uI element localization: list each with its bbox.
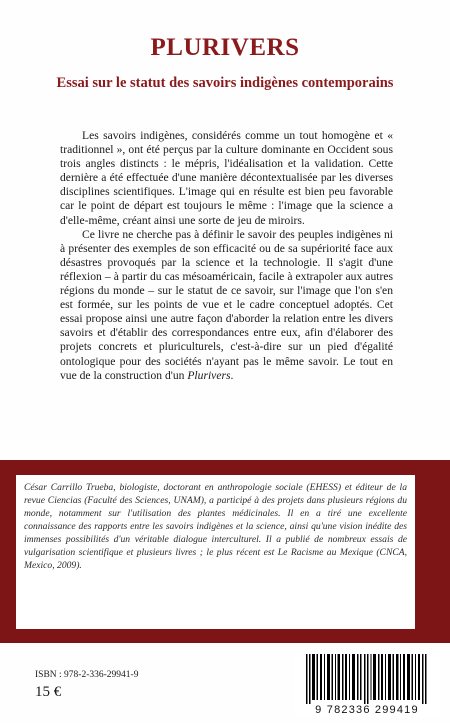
barcode-number: 9 782336 299419 (315, 704, 419, 716)
barcode (294, 654, 440, 718)
isbn-label: ISBN : 978-2-336-29941-9 (35, 670, 139, 680)
blurb-paragraph-1: Les savoirs indigènes, considérés comme un tout homogène et « traditionnel », ont été perçus par la culture dominante en Occident sous trois angles distincts : le mépris, l'idéalisation et la validation. Cette dernière a été effectuée d'une manière décontextualisée par les diverses disciplines scientifiques. L'image qui en résulte est bien peu favorable car le point de départ est toujours le même : l'image que la science a d'elle-même, créant ainsi une sorte de jeu de miroirs. (60, 129, 393, 227)
barcode-icon (306, 654, 428, 704)
blurb-paragraph-2 (60, 228, 393, 383)
blurb-text (60, 129, 393, 383)
book-subtitle: Essai sur le statut des savoirs indigènes contemporains (56, 75, 394, 91)
price-label: 15 € (35, 684, 62, 700)
plurivers-italic: Plurivers (187, 368, 231, 382)
blurb-paragraph-2-text: Ce livre ne cherche pas à définir le savoir des peuples indigènes ni à présenter des exemples de son efficacité ou de sa supériorité face aux désastres provoqués par la science et la technologie. Il s'agit d'une réflexion – à partir du cas mésoaméricain, facile à extrapoler aux autres régions du monde – sur le statut de ce savoir, sur l'image que l'on s'en est formée, sur les points de vue et le cadre conceptuel adoptés. Cet essai propose ainsi une autre façon d'aborder la relation entre les divers savoirs et d'établir des correspondances entre eux, afin d'élaborer des projets concrets et pluriculturels, c'est-à-dire sur un pied d'égalité ontologique pour des sociétés n'ayant pas le même savoir. Le tout en vue de la construction d'un (60, 227, 393, 382)
author-bio: César Carrillo Trueba, biologiste, doctorant en anthropologie sociale (EHESS) et éditeur de la revue Ciencias (Faculté des Sciences, UNAM), a participé à des projets dans plusieurs régions du monde, notamment sur l'utilisation des plantes médicinales. Il en a tiré une excellente connaissance des rapports entre les savoirs indigènes et la science, ainsi qu'une vision inédite des immenses possibilités d'un véritable dialogue interculturel. Il a publié de nombreux essais de vulgarisation scientifique et plusieurs livres ; le plus récent est Le Racisme au Mexique (CNCA, Mexico, 2009). (24, 482, 407, 571)
book-title: PLURIVERS (150, 34, 300, 61)
blurb-paragraph-2-tail: . (230, 368, 234, 382)
